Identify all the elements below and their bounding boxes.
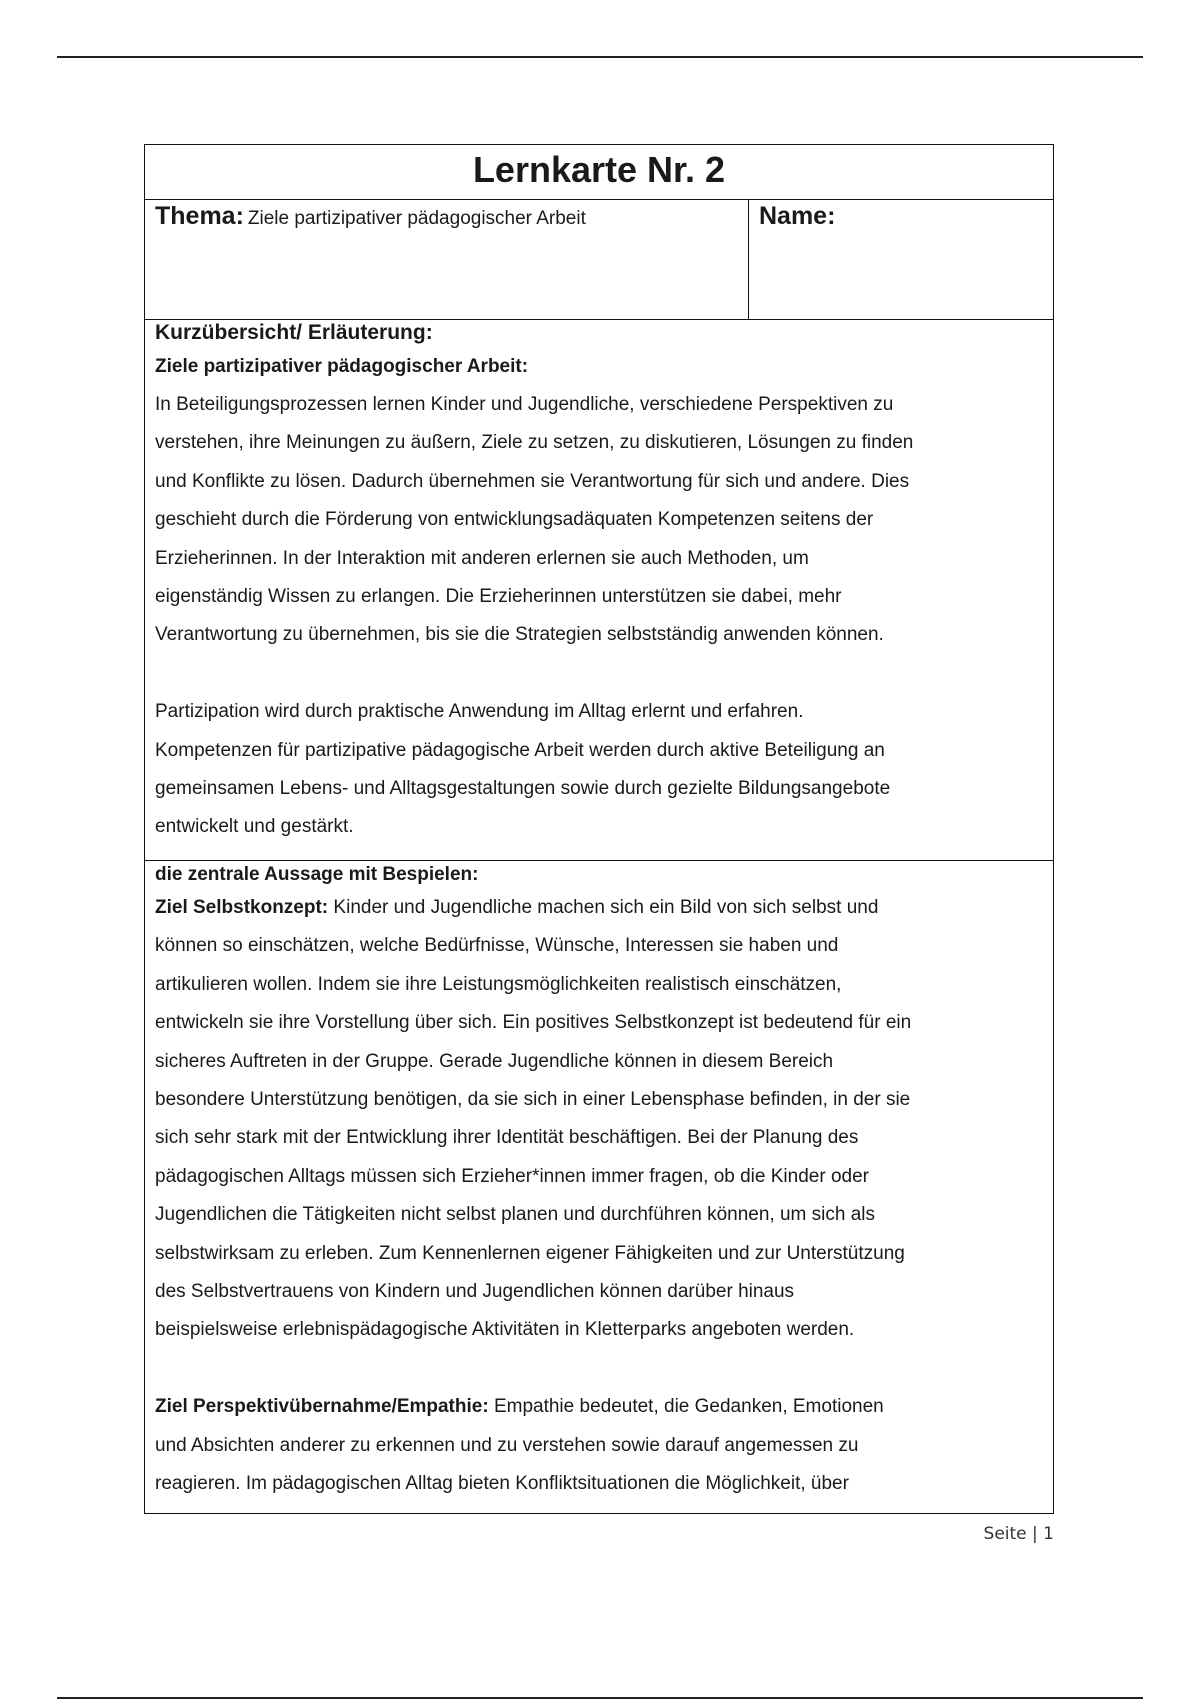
text-line: gemeinsamen Lebens- und Alltagsgestaltungen sowie durch gezielte Bildungsangebote: [155, 778, 891, 800]
text-line: pädagogischen Alltags müssen sich Erzieher*innen immer fragen, ob die Kinder oder: [155, 1165, 869, 1187]
footer-rule: [57, 1697, 1143, 1699]
text-line: In Beteiligungsprozessen lernen Kinder und Jugendliche, verschiedene Perspektiven zu: [155, 394, 894, 415]
thema-value: Ziele partizipativer pädagogischer Arbeit: [247, 208, 586, 229]
text-line: beispielsweise erlebnispädagogische Aktivitäten in Kletterparks angeboten werden.: [155, 1319, 855, 1341]
page-number: Seite | 1: [983, 1524, 1054, 1544]
text-line: Verantwortung zu übernehmen, bis sie die Strategien selbstständig anwenden können.: [155, 624, 884, 646]
goal-empathy: [155, 1388, 1043, 1503]
name-cell: [749, 200, 1053, 319]
text-line: verstehen, ihre Meinungen zu äußern, Ziele zu setzen, zu diskutieren, Lösungen zu finden: [155, 432, 914, 454]
text-line: entwickeln sie ihre Vorstellung über sich. Ein positives Selbstkonzept ist bedeutend für ein: [155, 1012, 912, 1034]
text-line: Erzieherinnen. In der Interaktion mit anderen erlernen sie auch Methoden, um: [155, 547, 809, 569]
text-line: sich sehr stark mit der Entwicklung ihrer Identität beschäftigen. Bei der Planung des: [155, 1127, 859, 1149]
name-label: Name:: [759, 202, 836, 230]
card-title: Lernkarte Nr. 2: [145, 145, 1053, 200]
central-section: [145, 861, 1053, 1513]
goal-self-concept-first-line: Kinder und Jugendliche machen sich ein Bild von sich selbst und: [328, 897, 879, 918]
paragraph-gap: [155, 1350, 1043, 1388]
header-rule: [57, 56, 1143, 58]
text-line: geschieht durch die Förderung von entwicklungsadäquaten Kompetenzen seitens der: [155, 509, 874, 531]
goal-self-concept: [155, 889, 1043, 1350]
central-heading: die zentrale Aussage mit Bespielen:: [155, 864, 479, 885]
text-line: entwickelt und gestärkt.: [155, 816, 354, 838]
text-line: und Absichten anderer zu erkennen und zu verstehen sowie darauf angemessen zu: [155, 1434, 859, 1456]
text-line: Partizipation wird durch praktische Anwendung im Alltag erlernt und erfahren.: [155, 701, 804, 723]
text-line: selbstwirksam zu erleben. Zum Kennenlernen eigener Fähigkeiten und zur Unterstützung: [155, 1242, 905, 1264]
learning-card: [144, 144, 1054, 1514]
text-line: können so einschätzen, welche Bedürfnisse, Wünsche, Interessen sie haben und: [155, 935, 839, 957]
goal-self-concept-label: Ziel Selbstkonzept:: [155, 897, 329, 918]
text-line: sicheres Auftreten in der Gruppe. Gerade Jugendliche können in diesem Bereich: [155, 1050, 834, 1072]
text-line: Jugendlichen die Tätigkeiten nicht selbst planen und durchführen können, um sich als: [155, 1204, 876, 1226]
text-line: [155, 1388, 1043, 1426]
text-line: [155, 889, 1043, 927]
overview-section: [145, 320, 1053, 861]
text-line: reagieren. Im pädagogischen Alltag bieten Konfliktsituationen die Möglichkeit, über: [155, 1473, 849, 1495]
overview-paragraph-2: [155, 693, 1043, 847]
overview-paragraph-1: [155, 386, 1043, 655]
text-line: artikulieren wollen. Indem sie ihre Leistungsmöglichkeiten realistisch einschätzen,: [155, 973, 842, 995]
text-line: Kompetenzen für partizipative pädagogische Arbeit werden durch aktive Beteiligung an: [155, 739, 885, 761]
thema-label: Thema:: [155, 202, 244, 230]
text-line: besondere Unterstützung benötigen, da sie sich in einer Lebensphase befinden, in der sie: [155, 1089, 911, 1111]
text-line: des Selbstvertrauens von Kindern und Jugendlichen können darüber hinaus: [155, 1281, 795, 1303]
thema-cell: [145, 200, 749, 319]
overview-subheading: Ziele partizipativer pädagogischer Arbeit:: [155, 356, 529, 377]
header-row: [145, 200, 1053, 320]
overview-heading: Kurzübersicht/ Erläuterung:: [155, 321, 433, 344]
goal-empathy-first-line: Empathie bedeutet, die Gedanken, Emotionen: [488, 1396, 884, 1418]
goal-empathy-label: Ziel Perspektivübernahme/Empathie:: [155, 1396, 489, 1418]
paragraph-gap: [155, 655, 1043, 693]
text-line: und Konflikte zu lösen. Dadurch übernehmen sie Verantwortung für sich und andere. Dies: [155, 470, 910, 492]
text-line: eigenständig Wissen zu erlangen. Die Erzieherinnen unterstützen sie dabei, mehr: [155, 586, 842, 608]
